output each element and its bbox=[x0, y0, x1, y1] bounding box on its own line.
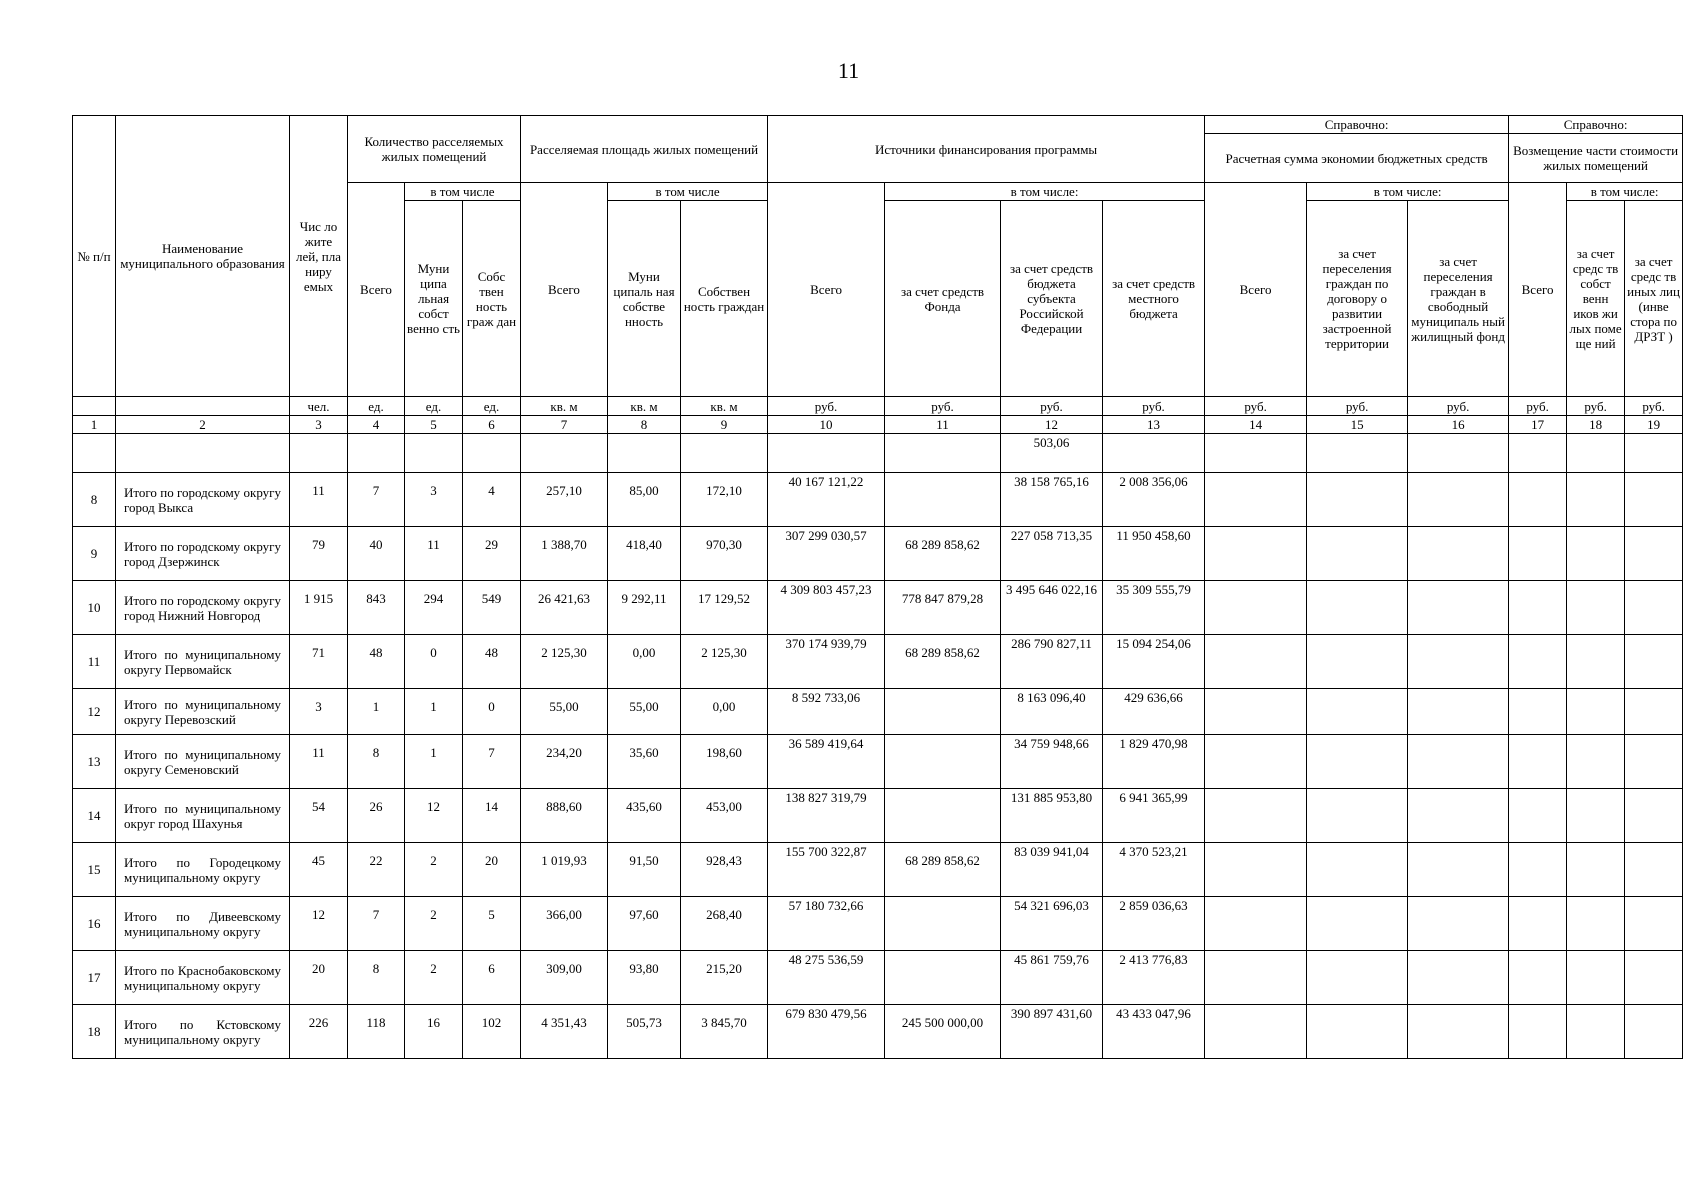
finance-subject-cell: 227 058 713,35 bbox=[1001, 527, 1103, 581]
column-number-cell: 11 bbox=[885, 416, 1001, 434]
reference-empty-cell bbox=[1509, 789, 1567, 843]
reference-empty-cell bbox=[1625, 789, 1683, 843]
finance-fund-cell bbox=[885, 951, 1001, 1005]
area-municipal-cell: 91,50 bbox=[608, 843, 681, 897]
column-number-cell: 9 bbox=[681, 416, 768, 434]
finance-total-cell: 8 592 733,06 bbox=[768, 689, 885, 735]
unit-cell: руб. bbox=[1205, 397, 1307, 416]
finance-fund-cell: 68 289 858,62 bbox=[885, 527, 1001, 581]
reference-empty-cell bbox=[1509, 1005, 1567, 1059]
reference-empty-cell bbox=[1567, 635, 1625, 689]
area-total-cell: 55,00 bbox=[521, 689, 608, 735]
count-total-cell: 118 bbox=[348, 1005, 405, 1059]
residents-cell: 11 bbox=[290, 473, 348, 527]
unit-cell: руб. bbox=[1625, 397, 1683, 416]
column-number-cell: 10 bbox=[768, 416, 885, 434]
header-count-private: Собс твен ность граж дан bbox=[463, 201, 521, 397]
finance-total-cell: 36 589 419,64 bbox=[768, 735, 885, 789]
residents-cell: 226 bbox=[290, 1005, 348, 1059]
header-fin-fund: за счет средств Фонда bbox=[885, 201, 1001, 397]
reference-empty-cell bbox=[1408, 735, 1509, 789]
header-group-area: Расселяемая площадь жилых помещений bbox=[521, 116, 768, 183]
count-private-cell: 0 bbox=[463, 689, 521, 735]
unit-cell: кв. м bbox=[681, 397, 768, 416]
header-count-municipal: Муни ципа льная собст венно сть bbox=[405, 201, 463, 397]
area-total-cell: 234,20 bbox=[521, 735, 608, 789]
count-private-cell: 6 bbox=[463, 951, 521, 1005]
area-private-cell: 970,30 bbox=[681, 527, 768, 581]
finance-subject-cell: 3 495 646 022,16 bbox=[1001, 581, 1103, 635]
area-total-cell: 1 019,93 bbox=[521, 843, 608, 897]
row-number-cell: 17 bbox=[73, 951, 116, 1005]
table-row bbox=[73, 843, 1683, 897]
count-total-cell: 26 bbox=[348, 789, 405, 843]
column-number-cell: 12 bbox=[1001, 416, 1103, 434]
header-count-total: Всего bbox=[348, 183, 405, 397]
header-area-private: Собствен ность граждан bbox=[681, 201, 768, 397]
residents-cell: 20 bbox=[290, 951, 348, 1005]
finance-subject-cell: 34 759 948,66 bbox=[1001, 735, 1103, 789]
area-municipal-cell: 55,00 bbox=[608, 689, 681, 735]
finance-subject-cell: 38 158 765,16 bbox=[1001, 473, 1103, 527]
count-municipal-cell: 2 bbox=[405, 843, 463, 897]
reference-empty-cell bbox=[1509, 689, 1567, 735]
unit-cell: руб. bbox=[1567, 397, 1625, 416]
finance-fund-cell bbox=[885, 735, 1001, 789]
finance-local-cell: 4 370 523,21 bbox=[1103, 843, 1205, 897]
reference-empty-cell bbox=[1625, 527, 1683, 581]
table-row bbox=[73, 635, 1683, 689]
row-number-cell: 13 bbox=[73, 735, 116, 789]
count-private-cell: 48 bbox=[463, 635, 521, 689]
header-comp-including: в том числе: bbox=[1567, 183, 1683, 201]
reference-empty-cell bbox=[1625, 581, 1683, 635]
header-num: № п/п bbox=[73, 116, 116, 397]
reference-empty-cell bbox=[1509, 951, 1567, 1005]
row-number-cell: 16 bbox=[73, 897, 116, 951]
row-number-cell: 18 bbox=[73, 1005, 116, 1059]
count-total-cell: 7 bbox=[348, 473, 405, 527]
table-row bbox=[73, 581, 1683, 635]
reference-empty-cell bbox=[1205, 527, 1307, 581]
area-municipal-cell: 418,40 bbox=[608, 527, 681, 581]
area-municipal-cell: 35,60 bbox=[608, 735, 681, 789]
area-municipal-cell: 85,00 bbox=[608, 473, 681, 527]
header-ref-savings: Справочно: bbox=[1205, 116, 1509, 134]
reference-empty-cell bbox=[1307, 1005, 1408, 1059]
page-number: 11 bbox=[837, 58, 860, 83]
row-number-cell: 15 bbox=[73, 843, 116, 897]
table-header bbox=[73, 116, 1683, 434]
header-comp-total: Всего bbox=[1509, 183, 1567, 397]
header-sav-agreement: за счет переселения граждан по договору о развитии застроенной территории bbox=[1307, 201, 1408, 397]
reference-empty-cell bbox=[1567, 527, 1625, 581]
reference-empty-cell bbox=[1408, 1005, 1509, 1059]
area-private-cell: 17 129,52 bbox=[681, 581, 768, 635]
unit-cell: руб. bbox=[1001, 397, 1103, 416]
table-row bbox=[73, 789, 1683, 843]
count-total-cell: 1 bbox=[348, 689, 405, 735]
table-row bbox=[73, 951, 1683, 1005]
count-private-cell: 20 bbox=[463, 843, 521, 897]
count-municipal-cell: 16 bbox=[405, 1005, 463, 1059]
reference-empty-cell bbox=[1205, 951, 1307, 1005]
finance-total-cell: 40 167 121,22 bbox=[768, 473, 885, 527]
residents-cell: 1 915 bbox=[290, 581, 348, 635]
area-total-cell: 26 421,63 bbox=[521, 581, 608, 635]
reference-empty-cell bbox=[1509, 581, 1567, 635]
finance-total-cell: 307 299 030,57 bbox=[768, 527, 885, 581]
reference-empty-cell bbox=[1307, 581, 1408, 635]
area-municipal-cell: 0,00 bbox=[608, 635, 681, 689]
units-empty-cell bbox=[116, 397, 290, 416]
area-total-cell: 309,00 bbox=[521, 951, 608, 1005]
finance-subject-cell: 390 897 431,60 bbox=[1001, 1005, 1103, 1059]
column-number-cell: 5 bbox=[405, 416, 463, 434]
reference-empty-cell bbox=[1625, 635, 1683, 689]
residents-cell: 79 bbox=[290, 527, 348, 581]
count-total-cell: 40 bbox=[348, 527, 405, 581]
finance-total-cell: 138 827 319,79 bbox=[768, 789, 885, 843]
count-total-cell: 7 bbox=[348, 897, 405, 951]
row-name-cell: Итого по Дивеевскому муниципальному округу bbox=[116, 897, 290, 951]
row-name-cell: Итого по Городецкому муниципальному округу bbox=[116, 843, 290, 897]
reference-empty-cell bbox=[1625, 689, 1683, 735]
column-number-cell: 2 bbox=[116, 416, 290, 434]
residents-cell: 54 bbox=[290, 789, 348, 843]
count-private-cell: 4 bbox=[463, 473, 521, 527]
units-empty-cell bbox=[73, 397, 116, 416]
area-private-cell: 3 845,70 bbox=[681, 1005, 768, 1059]
column-number-cell: 8 bbox=[608, 416, 681, 434]
count-total-cell: 48 bbox=[348, 635, 405, 689]
column-number-cell: 4 bbox=[348, 416, 405, 434]
reference-empty-cell bbox=[1307, 897, 1408, 951]
row-name-cell: Итого по городскому округу город Дзержинск bbox=[116, 527, 290, 581]
reference-empty-cell bbox=[1625, 843, 1683, 897]
reference-empty-cell bbox=[1567, 897, 1625, 951]
area-total-cell: 366,00 bbox=[521, 897, 608, 951]
finance-subject-cell: 54 321 696,03 bbox=[1001, 897, 1103, 951]
reference-empty-cell bbox=[1307, 843, 1408, 897]
area-private-cell: 198,60 bbox=[681, 735, 768, 789]
column-number-cell: 15 bbox=[1307, 416, 1408, 434]
count-municipal-cell: 1 bbox=[405, 735, 463, 789]
count-municipal-cell: 2 bbox=[405, 897, 463, 951]
reference-empty-cell bbox=[1307, 951, 1408, 1005]
table-row bbox=[73, 689, 1683, 735]
reference-empty-cell bbox=[1307, 689, 1408, 735]
finance-local-cell: 2 008 356,06 bbox=[1103, 473, 1205, 527]
header-comp-owners: за счет средс тв собст венн иков жи лых поме ще ний bbox=[1567, 201, 1625, 397]
reference-empty-cell bbox=[1567, 689, 1625, 735]
finance-total-cell: 57 180 732,66 bbox=[768, 897, 885, 951]
finance-total-cell: 48 275 536,59 bbox=[768, 951, 885, 1005]
unit-cell: кв. м bbox=[608, 397, 681, 416]
header-residents: Чис ло жите лей, пла ниру емых bbox=[290, 116, 348, 397]
area-municipal-cell: 93,80 bbox=[608, 951, 681, 1005]
area-private-cell: 215,20 bbox=[681, 951, 768, 1005]
count-private-cell: 102 bbox=[463, 1005, 521, 1059]
finance-fund-cell: 68 289 858,62 bbox=[885, 635, 1001, 689]
header-group-count: Количество расселяемых жилых помещений bbox=[348, 116, 521, 183]
count-municipal-cell: 3 bbox=[405, 473, 463, 527]
header-ref-compensation: Справочно: bbox=[1509, 116, 1683, 134]
area-total-cell: 2 125,30 bbox=[521, 635, 608, 689]
header-sav-free: за счет переселения граждан в свободный муниципаль ный жилищный фонд bbox=[1408, 201, 1509, 397]
reference-empty-cell bbox=[1567, 789, 1625, 843]
table-body bbox=[73, 434, 1683, 1059]
finance-local-cell: 15 094 254,06 bbox=[1103, 635, 1205, 689]
reference-empty-cell bbox=[1567, 1005, 1625, 1059]
reference-empty-cell bbox=[1509, 527, 1567, 581]
reference-empty-cell bbox=[1408, 581, 1509, 635]
header-fin-including: в том числе: bbox=[885, 183, 1205, 201]
column-number-cell: 3 bbox=[290, 416, 348, 434]
reference-empty-cell bbox=[1205, 897, 1307, 951]
finance-local-cell: 2 859 036,63 bbox=[1103, 897, 1205, 951]
unit-cell: руб. bbox=[1103, 397, 1205, 416]
finance-subject-cell: 131 885 953,80 bbox=[1001, 789, 1103, 843]
table-row bbox=[73, 897, 1683, 951]
row-name-cell: Итого по городскому округу город Нижний Новгород bbox=[116, 581, 290, 635]
reference-empty-cell bbox=[1205, 473, 1307, 527]
reference-empty-cell bbox=[1509, 843, 1567, 897]
area-private-cell: 928,43 bbox=[681, 843, 768, 897]
table-row bbox=[73, 473, 1683, 527]
reference-empty-cell bbox=[1567, 735, 1625, 789]
unit-cell: ед. bbox=[463, 397, 521, 416]
reference-empty-cell bbox=[1205, 735, 1307, 789]
finance-total-cell: 679 830 479,56 bbox=[768, 1005, 885, 1059]
finance-subject-cell: 286 790 827,11 bbox=[1001, 635, 1103, 689]
reference-empty-cell bbox=[1307, 735, 1408, 789]
row-number-cell: 10 bbox=[73, 581, 116, 635]
area-total-cell: 888,60 bbox=[521, 789, 608, 843]
finance-total-cell: 370 174 939,79 bbox=[768, 635, 885, 689]
reference-empty-cell bbox=[1567, 951, 1625, 1005]
finance-fund-cell bbox=[885, 897, 1001, 951]
area-total-cell: 4 351,43 bbox=[521, 1005, 608, 1059]
reference-empty-cell bbox=[1408, 473, 1509, 527]
finance-local-cell: 1 829 470,98 bbox=[1103, 735, 1205, 789]
reference-empty-cell bbox=[1625, 951, 1683, 1005]
header-fin-subject: за счет средств бюджета субъекта Российской Федерации bbox=[1001, 201, 1103, 397]
unit-cell: руб. bbox=[768, 397, 885, 416]
finance-local-cell: 11 950 458,60 bbox=[1103, 527, 1205, 581]
reference-empty-cell bbox=[1625, 897, 1683, 951]
finance-fund-cell bbox=[885, 689, 1001, 735]
finance-local-cell: 35 309 555,79 bbox=[1103, 581, 1205, 635]
finance-subject-cell: 8 163 096,40 bbox=[1001, 689, 1103, 735]
row-name-cell: Итого по муниципальному округу Первомайск bbox=[116, 635, 290, 689]
column-numbers-row bbox=[73, 416, 1683, 434]
reference-empty-cell bbox=[1205, 689, 1307, 735]
row-name-cell: Итого по городскому округу город Выкса bbox=[116, 473, 290, 527]
finance-fund-cell: 778 847 879,28 bbox=[885, 581, 1001, 635]
reference-empty-cell bbox=[1509, 735, 1567, 789]
finance-subject-cell: 45 861 759,76 bbox=[1001, 951, 1103, 1005]
header-name: Наименование муниципального образования bbox=[116, 116, 290, 397]
unit-cell: руб. bbox=[1307, 397, 1408, 416]
area-private-cell: 2 125,30 bbox=[681, 635, 768, 689]
count-municipal-cell: 1 bbox=[405, 689, 463, 735]
count-municipal-cell: 11 bbox=[405, 527, 463, 581]
reference-empty-cell bbox=[1567, 843, 1625, 897]
reference-empty-cell bbox=[1205, 1005, 1307, 1059]
reference-empty-cell bbox=[1567, 581, 1625, 635]
column-number-cell: 1 bbox=[73, 416, 116, 434]
reference-empty-cell bbox=[1205, 581, 1307, 635]
reference-empty-cell bbox=[1307, 527, 1408, 581]
continuation-value: 503,06 bbox=[1001, 434, 1103, 473]
header-fin-total: Всего bbox=[768, 183, 885, 397]
header-fin-local: за счет средств местного бюджета bbox=[1103, 201, 1205, 397]
unit-cell: руб. bbox=[1408, 397, 1509, 416]
area-municipal-cell: 9 292,11 bbox=[608, 581, 681, 635]
row-number-cell: 12 bbox=[73, 689, 116, 735]
header-group-finance: Источники финансирования программы bbox=[768, 116, 1205, 183]
reference-empty-cell bbox=[1625, 735, 1683, 789]
finance-fund-cell: 245 500 000,00 bbox=[885, 1005, 1001, 1059]
header-area-municipal: Муни ципаль ная собстве нность bbox=[608, 201, 681, 397]
column-number-cell: 7 bbox=[521, 416, 608, 434]
area-private-cell: 0,00 bbox=[681, 689, 768, 735]
header-area-total: Всего bbox=[521, 183, 608, 397]
finance-fund-cell bbox=[885, 789, 1001, 843]
count-total-cell: 8 bbox=[348, 735, 405, 789]
row-name-cell: Итого по муниципальному округу Перевозский bbox=[116, 689, 290, 735]
count-private-cell: 549 bbox=[463, 581, 521, 635]
reference-empty-cell bbox=[1205, 635, 1307, 689]
finance-fund-cell: 68 289 858,62 bbox=[885, 843, 1001, 897]
finance-total-cell: 155 700 322,87 bbox=[768, 843, 885, 897]
continuation-row bbox=[73, 434, 1683, 473]
count-private-cell: 14 bbox=[463, 789, 521, 843]
finance-subject-cell: 83 039 941,04 bbox=[1001, 843, 1103, 897]
area-private-cell: 268,40 bbox=[681, 897, 768, 951]
count-private-cell: 29 bbox=[463, 527, 521, 581]
row-number-cell: 8 bbox=[73, 473, 116, 527]
reference-empty-cell bbox=[1509, 897, 1567, 951]
area-private-cell: 172,10 bbox=[681, 473, 768, 527]
row-number-cell: 9 bbox=[73, 527, 116, 581]
header-group-compensation: Возмещение части стоимости жилых помещений bbox=[1509, 134, 1683, 183]
residents-cell: 71 bbox=[290, 635, 348, 689]
row-name-cell: Итого по муниципальному округ город Шахунья bbox=[116, 789, 290, 843]
header-sav-including: в том числе: bbox=[1307, 183, 1509, 201]
finance-fund-cell bbox=[885, 473, 1001, 527]
header-sav-total: Всего bbox=[1205, 183, 1307, 397]
finance-local-cell: 6 941 365,99 bbox=[1103, 789, 1205, 843]
count-municipal-cell: 2 bbox=[405, 951, 463, 1005]
count-municipal-cell: 12 bbox=[405, 789, 463, 843]
reference-empty-cell bbox=[1567, 473, 1625, 527]
count-municipal-cell: 0 bbox=[405, 635, 463, 689]
table-row bbox=[73, 1005, 1683, 1059]
count-total-cell: 8 bbox=[348, 951, 405, 1005]
header-comp-other: за счет средс тв иных лиц (инве стора по ДРЗТ ) bbox=[1625, 201, 1683, 397]
residents-cell: 3 bbox=[290, 689, 348, 735]
reference-empty-cell bbox=[1625, 473, 1683, 527]
reference-empty-cell bbox=[1205, 843, 1307, 897]
column-number-cell: 17 bbox=[1509, 416, 1567, 434]
resettlement-table bbox=[72, 115, 1683, 1059]
residents-cell: 45 bbox=[290, 843, 348, 897]
count-municipal-cell: 294 bbox=[405, 581, 463, 635]
row-name-cell: Итого по Краснобаковскому муниципальному округу bbox=[116, 951, 290, 1005]
count-private-cell: 5 bbox=[463, 897, 521, 951]
area-total-cell: 1 388,70 bbox=[521, 527, 608, 581]
finance-local-cell: 429 636,66 bbox=[1103, 689, 1205, 735]
column-number-cell: 13 bbox=[1103, 416, 1205, 434]
row-number-cell: 14 bbox=[73, 789, 116, 843]
reference-empty-cell bbox=[1408, 789, 1509, 843]
reference-empty-cell bbox=[1509, 473, 1567, 527]
count-private-cell: 7 bbox=[463, 735, 521, 789]
reference-empty-cell bbox=[1408, 843, 1509, 897]
header-group-savings: Расчетная сумма экономии бюджетных средств bbox=[1205, 134, 1509, 183]
reference-empty-cell bbox=[1408, 689, 1509, 735]
area-municipal-cell: 97,60 bbox=[608, 897, 681, 951]
unit-cell: чел. bbox=[290, 397, 348, 416]
reference-empty-cell bbox=[1205, 789, 1307, 843]
reference-empty-cell bbox=[1408, 897, 1509, 951]
table-row bbox=[73, 735, 1683, 789]
header-area-including: в том числе bbox=[608, 183, 768, 201]
area-municipal-cell: 435,60 bbox=[608, 789, 681, 843]
column-number-cell: 18 bbox=[1567, 416, 1625, 434]
unit-cell: ед. bbox=[348, 397, 405, 416]
reference-empty-cell bbox=[1307, 473, 1408, 527]
unit-cell: кв. м bbox=[521, 397, 608, 416]
area-total-cell: 257,10 bbox=[521, 473, 608, 527]
reference-empty-cell bbox=[1307, 635, 1408, 689]
count-total-cell: 843 bbox=[348, 581, 405, 635]
table-row bbox=[73, 527, 1683, 581]
reference-empty-cell bbox=[1408, 951, 1509, 1005]
row-name-cell: Итого по Кстовскому муниципальному округу bbox=[116, 1005, 290, 1059]
column-number-cell: 6 bbox=[463, 416, 521, 434]
reference-empty-cell bbox=[1625, 1005, 1683, 1059]
residents-cell: 12 bbox=[290, 897, 348, 951]
area-private-cell: 453,00 bbox=[681, 789, 768, 843]
column-number-cell: 19 bbox=[1625, 416, 1683, 434]
column-number-cell: 16 bbox=[1408, 416, 1509, 434]
count-total-cell: 22 bbox=[348, 843, 405, 897]
reference-empty-cell bbox=[1509, 635, 1567, 689]
row-number-cell: 11 bbox=[73, 635, 116, 689]
finance-local-cell: 2 413 776,83 bbox=[1103, 951, 1205, 1005]
reference-empty-cell bbox=[1408, 527, 1509, 581]
column-number-cell: 14 bbox=[1205, 416, 1307, 434]
unit-cell: ед. bbox=[405, 397, 463, 416]
header-count-including: в том числе bbox=[405, 183, 521, 201]
residents-cell: 11 bbox=[290, 735, 348, 789]
reference-empty-cell bbox=[1408, 635, 1509, 689]
area-municipal-cell: 505,73 bbox=[608, 1005, 681, 1059]
row-name-cell: Итого по муниципальному округу Семеновский bbox=[116, 735, 290, 789]
finance-local-cell: 43 433 047,96 bbox=[1103, 1005, 1205, 1059]
unit-cell: руб. bbox=[1509, 397, 1567, 416]
units-row bbox=[73, 397, 1683, 416]
finance-total-cell: 4 309 803 457,23 bbox=[768, 581, 885, 635]
unit-cell: руб. bbox=[885, 397, 1001, 416]
reference-empty-cell bbox=[1307, 789, 1408, 843]
